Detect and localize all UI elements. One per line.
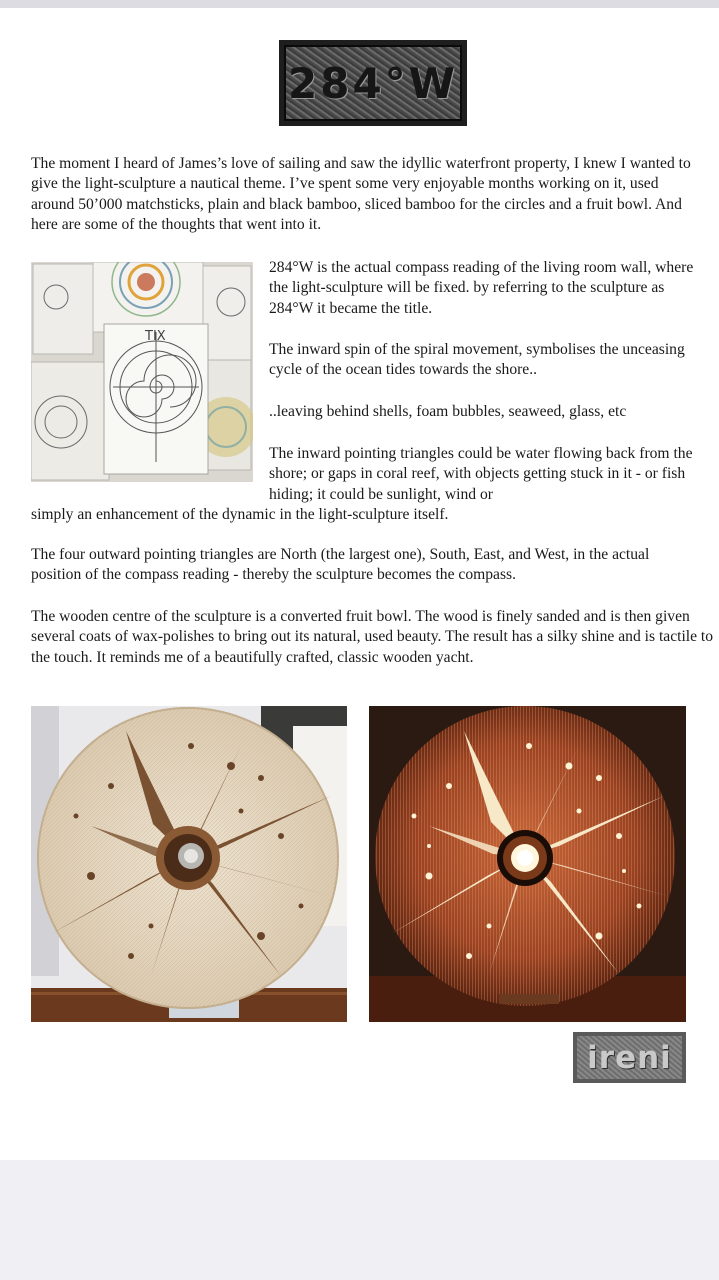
signature-plate [577, 1036, 682, 1079]
outward-triangles-paragraph: The four outward pointing triangles are North (the largest one), South, East, and West, in the actual position of the compass reading - thereby the sculpture becomes the compass. [31, 546, 650, 584]
artist-signature [573, 1032, 686, 1083]
triangles-paragraph: The inward pointing triangles could be water flowing back from the shore; or gaps in coral reef, with objects getting stuck in it - or fish hiding; it could be sunlight, wind or [269, 445, 693, 503]
document-page [0, 8, 719, 1160]
sculpture-daylight-photo [31, 706, 347, 1022]
triangles-paragraph-continued: simply an enhancement of the dynamic in the light-sculpture itself. [31, 506, 449, 523]
title-plate-inner [284, 45, 462, 121]
top-status-strip [0, 0, 719, 8]
sculpture-illuminated-photo [369, 706, 686, 1022]
wooden-centre-paragraph: The wooden centre of the sculpture is a converted fruit bowl. The wood is finely sanded and is then given several coats of wax-polishes to bring out its natural, used beauty. The result has a silky shine and is tactile to the touch. It reminds me of a beautifully crafted, classic wooden yacht. [31, 608, 714, 666]
page-title: 284°W [288, 58, 458, 108]
sketch-note: TIX [145, 329, 166, 344]
shells-paragraph: ..leaving behind shells, foam bubbles, seaweed, glass, etc [269, 403, 627, 420]
title-plate [279, 40, 467, 126]
signature-text: ireni [587, 1039, 672, 1076]
compass-paragraph: 284°W is the actual compass reading of the living room wall, where the light-sculpture will be fixed. by referring to the sculpture as 284°W it became the title. [269, 259, 694, 317]
spiral-paragraph: The inward spin of the spiral movement, symbolises the unceasing cycle of the ocean tides towards the shore.. [269, 341, 685, 379]
sketches-photo [31, 262, 253, 482]
intro-paragraph: The moment I heard of James’s love of sailing and saw the idyllic waterfront property, I knew I wanted to give the light-sculpture a nautical theme. I’ve spent some very enjoyable months working on it, used around 50’000 matchsticks, plain and black bamboo, sliced bamboo for the circles and a fruit bowl. And here are some of the thoughts that went into it. [31, 155, 691, 233]
